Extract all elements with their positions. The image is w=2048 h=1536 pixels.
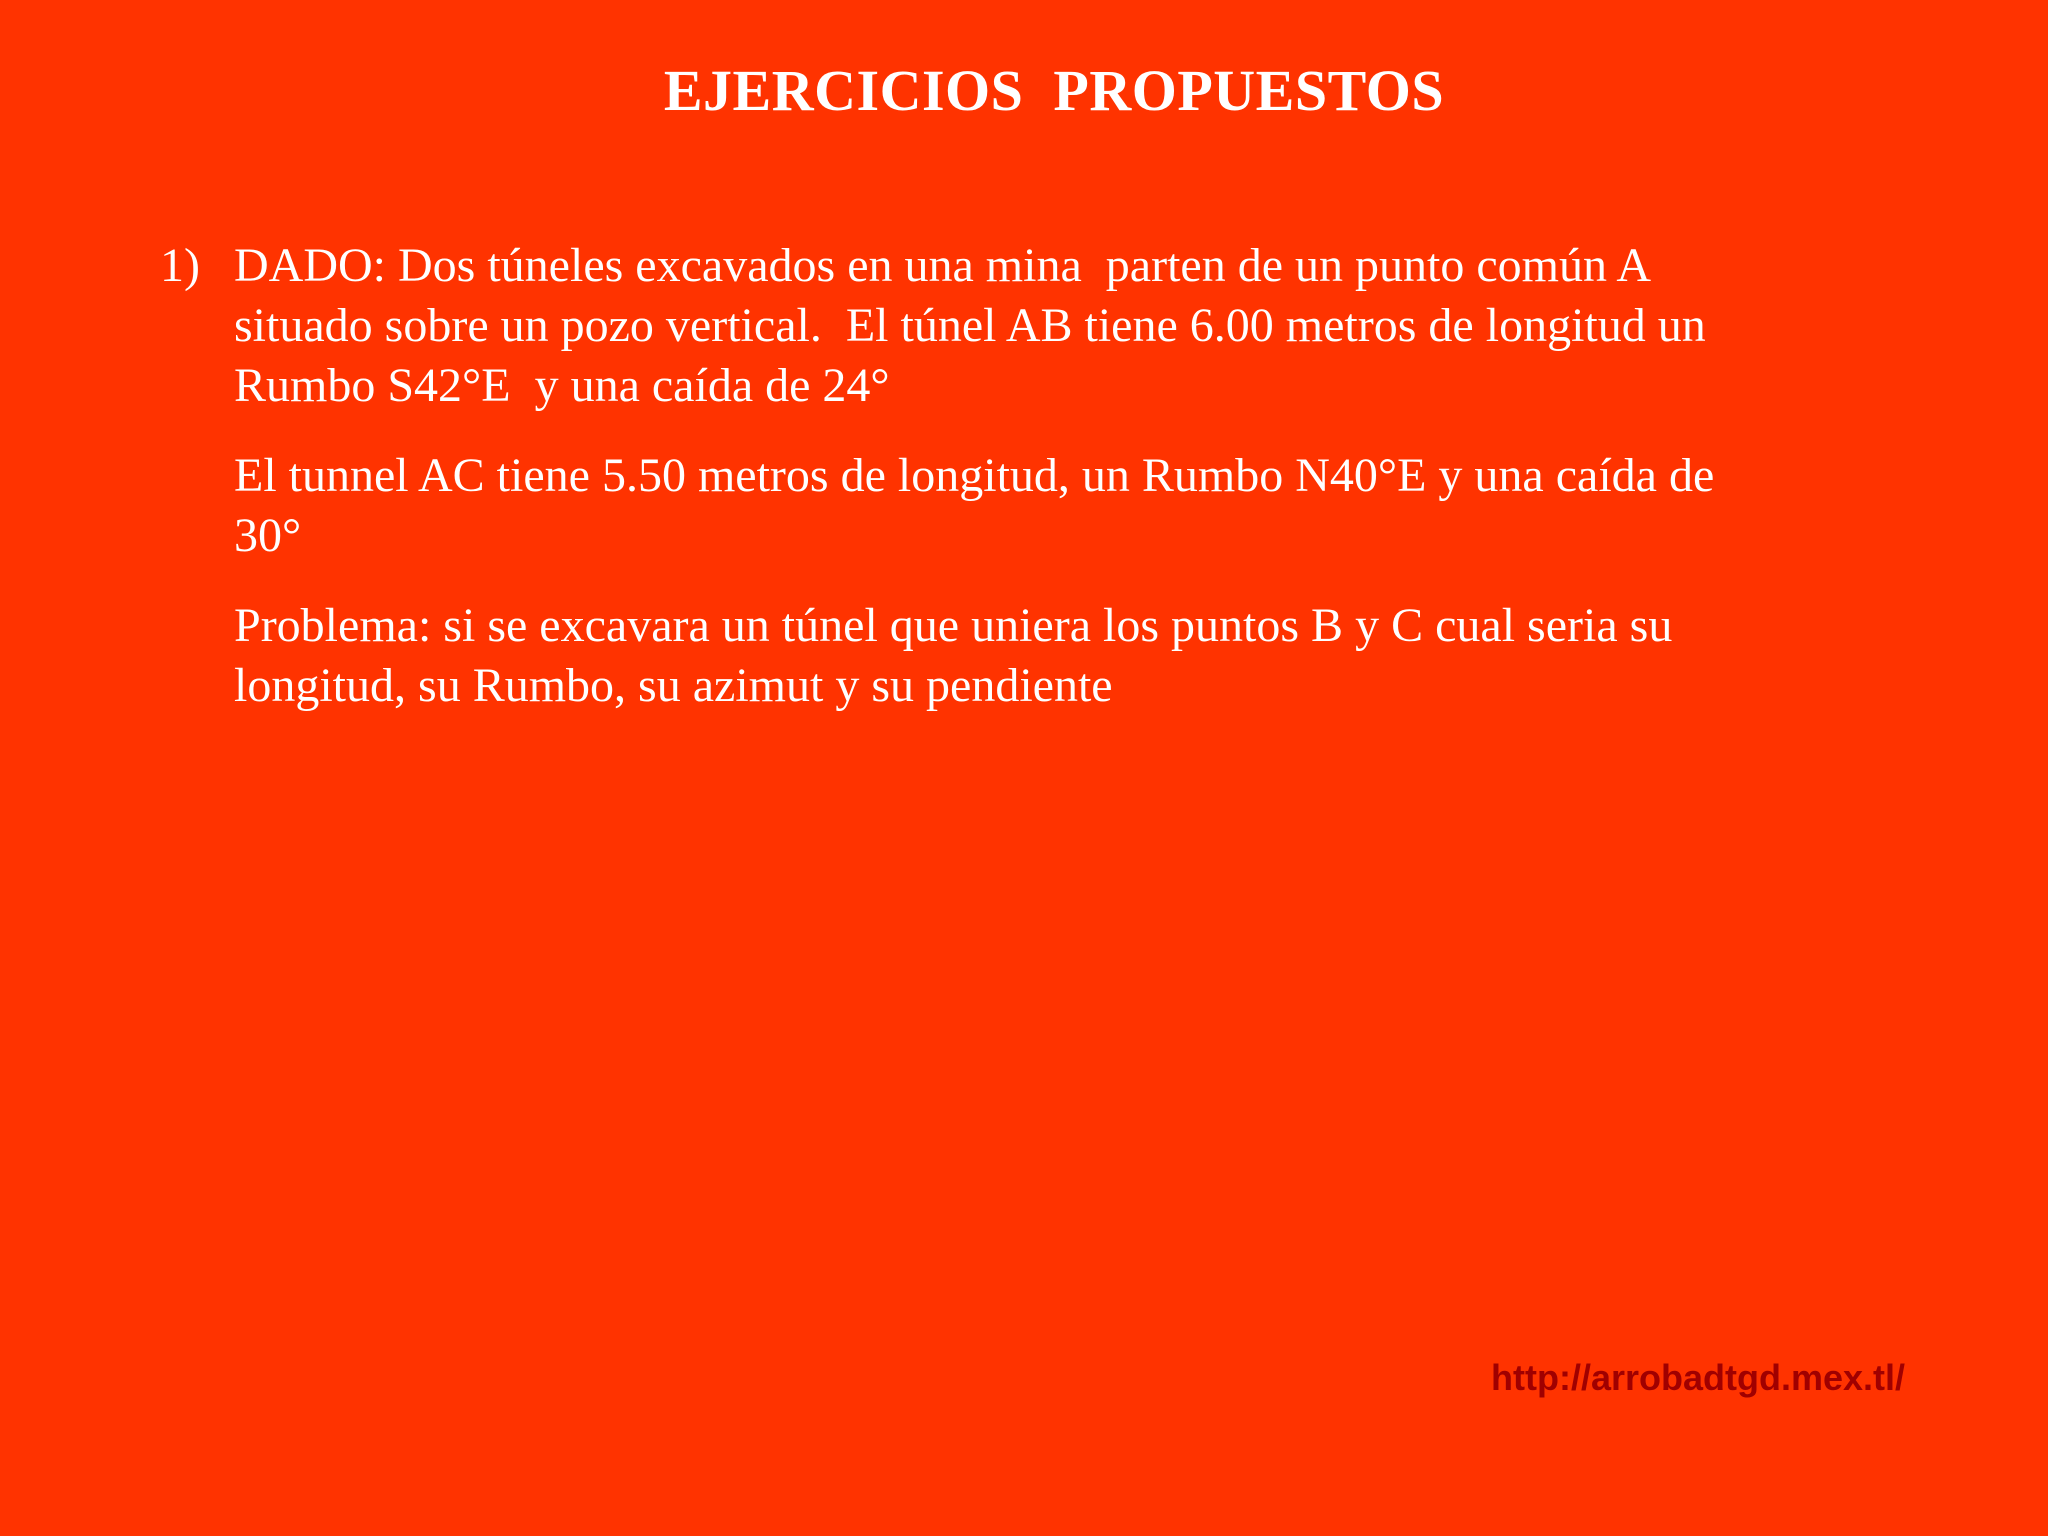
exercise-problem-paragraph: Problema: si se excavara un túnel que uniera los puntos B y C cual seria su longitud, su Rumbo, su azimut y su pendiente xyxy=(234,599,1673,712)
exercise-number: 1) xyxy=(160,239,200,292)
slide-title: EJERCICIOS PROPUESTOS xyxy=(663,58,1445,123)
exercise-body xyxy=(234,236,1834,746)
exercise-tunnel-ac-paragraph: El tunnel AC tiene 5.50 metros de longitud, un Rumbo N40°E y una caída de 30° xyxy=(234,449,1715,562)
footer-link[interactable]: http://arrobadtgd.mex.tl/ xyxy=(1491,1357,1905,1398)
exercise-given-paragraph: DADO: Dos túneles excavados en una mina parten de un punto común A situado sobre un pozo vertical. El túnel AB tiene 6.00 metros de longitud un Rumbo S42°E y una caída de 24° xyxy=(234,239,1706,412)
